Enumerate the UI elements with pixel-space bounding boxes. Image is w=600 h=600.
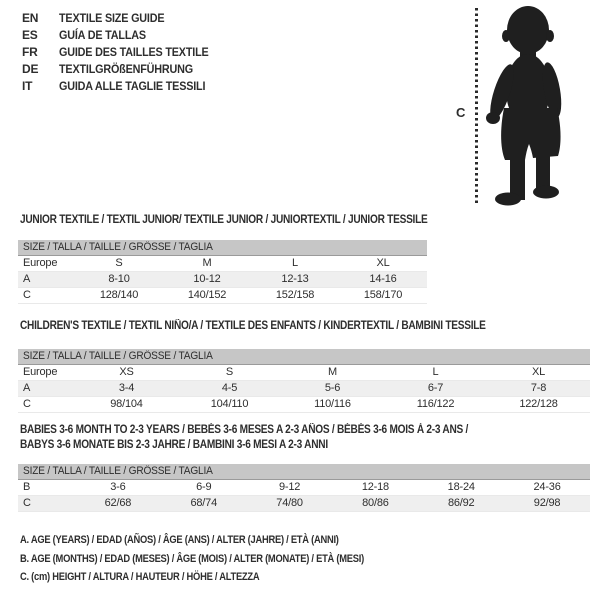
cell-value: 110/116 bbox=[314, 398, 351, 410]
language-row bbox=[22, 26, 225, 43]
language-row bbox=[22, 77, 225, 94]
toddler-silhouette-icon bbox=[482, 2, 588, 208]
cell-value: 7-8 bbox=[530, 382, 547, 394]
cell-value: S bbox=[115, 257, 123, 269]
cell-value: 5-6 bbox=[324, 382, 341, 394]
section-title-line: JUNIOR TEXTILE / TEXTIL JUNIOR/ TEXTILE JUNIOR / JUNIORTEXTIL / JUNIOR TESSILE bbox=[20, 214, 428, 226]
cell-value: 10-12 bbox=[193, 273, 221, 285]
cell-value: 62/68 bbox=[104, 497, 132, 509]
cell-value: 9-12 bbox=[278, 481, 301, 493]
cell-value: 104/110 bbox=[210, 398, 249, 410]
cell-value: 3-4 bbox=[118, 382, 135, 394]
language-label: GUIDE DES TAILLES TEXTILE bbox=[59, 44, 209, 59]
cell-value: XL bbox=[531, 366, 546, 378]
cell-value: S bbox=[225, 366, 234, 378]
cell-value: M bbox=[328, 366, 337, 378]
language-code: ES bbox=[22, 27, 38, 42]
cell-value: 80/86 bbox=[362, 497, 389, 509]
row-label: C bbox=[23, 398, 31, 410]
size-table-header bbox=[18, 240, 427, 256]
cell-value: 158/170 bbox=[363, 289, 403, 301]
children-size-table bbox=[18, 349, 590, 413]
language-row bbox=[22, 43, 225, 60]
children-section-title bbox=[20, 319, 486, 334]
section-title-line: BABYS 3-6 MONATE BIS 2-3 JAHRE / BAMBINI 3-6 MESI A 2-3 ANNI bbox=[20, 439, 328, 451]
cell-value: 12-13 bbox=[281, 273, 309, 285]
row-label: C bbox=[23, 497, 31, 509]
cell-value: 6-9 bbox=[196, 481, 212, 493]
language-code: EN bbox=[22, 10, 39, 25]
cell-value: 152/158 bbox=[275, 289, 315, 301]
language-code: DE bbox=[22, 61, 39, 76]
size-table-header-label: SIZE / TALLA / TAILLE / GRÖSSE / TAGLIA bbox=[23, 241, 213, 253]
cell-value: 12-18 bbox=[361, 481, 389, 493]
table-row bbox=[18, 480, 590, 496]
cell-value: 86/92 bbox=[447, 497, 475, 509]
row-label: A bbox=[23, 273, 31, 285]
footnotes bbox=[20, 531, 425, 587]
table-row bbox=[18, 272, 427, 288]
section-title-line: BABIES 3-6 MONTH TO 2-3 YEARS / BEBÉS 3-6 MESES A 2-3 AÑOS / BÉBÉS 3-6 MOIS À 2-3 ANS / bbox=[20, 424, 469, 436]
row-label: Europe bbox=[23, 366, 58, 378]
row-label: C bbox=[23, 289, 31, 301]
table-row bbox=[18, 288, 427, 304]
cell-value: 4-5 bbox=[221, 382, 238, 394]
language-label: GUÍA DE TALLAS bbox=[59, 27, 146, 42]
language-row bbox=[22, 60, 225, 77]
language-label: TEXTILE SIZE GUIDE bbox=[59, 10, 165, 25]
cell-value: 14-16 bbox=[369, 273, 397, 285]
cell-value: 74/80 bbox=[276, 497, 303, 509]
cell-value: L bbox=[432, 366, 439, 378]
footnote-line: A. AGE (YEARS) / EDAD (AÑOS) / ÂGE (ANS) / ALTER (JAHRE) / ETÀ (ANNI) bbox=[20, 534, 339, 546]
cell-value: 68/74 bbox=[190, 497, 217, 509]
language-label: TEXTILGRÖßENFÜHRUNG bbox=[59, 61, 193, 76]
language-label: GUIDA ALLE TAGLIE TESSILI bbox=[59, 78, 206, 93]
size-table-header-label: SIZE / TALLA / TAILLE / GRÖSSE / TAGLIA bbox=[23, 350, 213, 362]
junior-section-title bbox=[20, 213, 428, 228]
cell-value: 98/104 bbox=[110, 398, 143, 410]
height-measure-label: C bbox=[456, 105, 466, 120]
language-list bbox=[22, 9, 225, 94]
cell-value: XL bbox=[376, 257, 390, 269]
table-row bbox=[18, 365, 590, 381]
junior-size-table bbox=[18, 240, 427, 304]
cell-value: 8-10 bbox=[108, 273, 130, 285]
row-label: Europe bbox=[23, 257, 58, 269]
footnote-line: C. (cm) HEIGHT / ALTURA / HAUTEUR / HÖHE / ALTEZZA bbox=[20, 571, 260, 583]
cell-value: M bbox=[202, 257, 212, 269]
language-code: FR bbox=[22, 44, 38, 59]
size-table-header bbox=[18, 349, 590, 365]
cell-value: 122/128 bbox=[519, 398, 558, 410]
language-row bbox=[22, 9, 225, 26]
size-table-header bbox=[18, 464, 590, 480]
row-label: A bbox=[23, 382, 31, 394]
table-row bbox=[18, 397, 590, 413]
row-label: B bbox=[23, 481, 31, 493]
babies-size-table bbox=[18, 464, 590, 512]
cell-value: 24-36 bbox=[533, 481, 561, 493]
cell-value: L bbox=[292, 257, 298, 269]
table-row bbox=[18, 496, 590, 512]
section-title-line: CHILDREN'S TEXTILE / TEXTIL NIÑO/A / TEXTILE DES ENFANTS / KINDERTEXTIL / BAMBINI TESSILE bbox=[20, 320, 486, 332]
cell-value: 140/152 bbox=[187, 289, 227, 301]
babies-section-title bbox=[20, 423, 468, 453]
cell-value: 3-6 bbox=[110, 481, 126, 493]
cell-value: 6-7 bbox=[427, 382, 444, 394]
cell-value: 18-24 bbox=[447, 481, 475, 493]
table-row bbox=[18, 256, 427, 272]
height-dashed-line bbox=[475, 8, 478, 206]
cell-value: 128/140 bbox=[99, 289, 139, 301]
cell-value: 92/98 bbox=[533, 497, 561, 509]
cell-value: 116/122 bbox=[416, 398, 455, 410]
table-row bbox=[18, 381, 590, 397]
language-code: IT bbox=[22, 78, 33, 93]
cell-value: XS bbox=[119, 366, 134, 378]
footnote-line: B. AGE (MONTHS) / EDAD (MESES) / ÂGE (MOIS) / ALTER (MONATE) / ETÀ (MESI) bbox=[20, 552, 364, 565]
size-table-header-label: SIZE / TALLA / TAILLE / GRÖSSE / TAGLIA bbox=[23, 465, 213, 477]
